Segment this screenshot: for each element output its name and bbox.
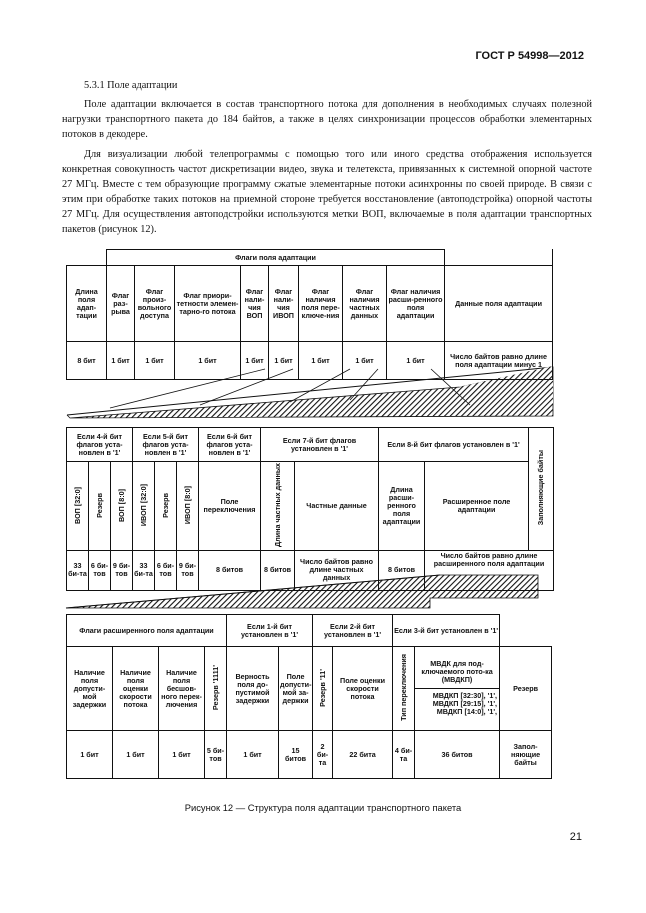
size-cell: Число байтов равно длине частных данных <box>295 550 379 590</box>
header-cell: Резерв '1111' <box>210 664 220 711</box>
size-cell: 4 би-та <box>393 731 415 779</box>
figure-caption: Рисунок 12 — Структура поля адаптации транспортного пакета <box>184 802 462 813</box>
size-cell: 1 бит <box>175 342 241 380</box>
group-header: Если 2-й бит установлен в '1' <box>313 615 393 647</box>
size-cell: 2 би-та <box>313 731 333 779</box>
group-header: Если 3-й бит установлен в '1' <box>393 615 500 647</box>
size-cell: 1 бит <box>343 342 387 380</box>
mvdk-line: МВДКП [14:0], '1', <box>436 707 498 716</box>
header-cell: Флаг произ-вольного доступа <box>135 266 175 342</box>
header-cell: ВОП [8:0] <box>116 488 126 522</box>
size-cell: 9 би-тов <box>177 550 199 590</box>
header-cell: Резерв <box>94 492 104 518</box>
header-cell: Поле допусти-мой за-держки <box>279 647 313 731</box>
size-cell: 9 би-тов <box>111 550 133 590</box>
header-cell: Верность поля до-пустимой задержки <box>227 647 279 731</box>
group-header: Флаги расширенного поля адаптации <box>67 615 227 647</box>
header-cell: Резерв <box>500 647 552 731</box>
size-cell: 33 би-та <box>133 550 155 590</box>
header-cell: Тип переключения <box>398 654 408 721</box>
size-cell: Число байтов равно длине поля адаптации минус 1 <box>445 342 553 380</box>
size-cell: 8 бит <box>67 342 107 380</box>
size-cell: 33 би-та <box>67 550 89 590</box>
size-cell: 6 би-тов <box>89 550 111 590</box>
size-cell: 1 бит <box>387 342 445 380</box>
header-cell: МВДК для под-ключаемого пото-ка (МВДКП) <box>415 658 499 689</box>
table-extended-adaptation-field <box>66 614 552 779</box>
size-cell: 8 битов <box>261 550 295 590</box>
header-cell: Флаг приори-тетности элемен-тарно-го потока <box>175 266 241 342</box>
size-cell: 1 бит <box>107 342 135 380</box>
paragraph-1: Поле адаптации включается в состав транспортного потока для дополнения в необходимых случаях полезной нагрузки транспортного пакета до 184 байтов, а также в целях синхронизации процессов обработки элементарных потоков в декодере. <box>62 99 592 140</box>
size-cell: 1 бит <box>241 342 269 380</box>
header-cell: Длина расши-ренного поля адаптации <box>379 462 425 551</box>
header-cell: Длина поля адап-тации <box>67 266 107 342</box>
header-cell: ВОП [32:0] <box>72 486 82 524</box>
header-cell: Данные поля адаптации <box>445 266 553 342</box>
flags-group-title: Флаги поля адаптации <box>107 250 445 266</box>
header-cell: Наличие поля оценки скорости потока <box>113 647 159 731</box>
header-cell: Расширенное поле адаптации <box>425 462 529 551</box>
size-cell: 8 битов <box>379 550 425 590</box>
group-header: Если 4-й бит флагов уста-новлен в '1' <box>67 428 133 462</box>
size-cell: 6 би-тов <box>155 550 177 590</box>
page-number: 21 <box>569 831 582 843</box>
header-cell: Флаг наличия расши-ренного поля адаптации <box>387 266 445 342</box>
header-cell: ИВОП [32:0] <box>138 483 148 527</box>
header-cell: Флаг наличия частных данных <box>343 266 387 342</box>
size-cell: 22 бита <box>333 731 393 779</box>
header-cell: Резерв '11' <box>317 668 327 707</box>
mvdk-line: МВДКП [29:15], '1', <box>432 699 498 708</box>
table-optional-fields <box>66 427 554 591</box>
size-cell: 8 битов <box>199 550 261 590</box>
header-cell: Флаг нали-чия ВОП <box>241 266 269 342</box>
header-cell: Поле оценки скорости потока <box>333 647 393 731</box>
size-cell: 1 бит <box>113 731 159 779</box>
size-cell: 36 битов <box>415 731 500 779</box>
group-header: Заполняющие байты <box>536 450 546 526</box>
size-cell: Число байтов равно длине расширенного поля адаптации <box>425 550 554 590</box>
size-cell: 1 бит <box>269 342 299 380</box>
group-header: Если 1-й бит установлен в '1' <box>227 615 313 647</box>
size-cell: 1 бит <box>299 342 343 380</box>
document-standard-number: ГОСТ Р 54998—2012 <box>475 50 584 62</box>
section-title: 5.3.1 Поле адаптации <box>84 80 178 91</box>
size-cell: 1 бит <box>227 731 279 779</box>
header-cell: Поле переключения <box>199 462 261 551</box>
size-cell: 1 бит <box>159 731 205 779</box>
header-cell: Наличие поля допусти-мой задержки <box>67 647 113 731</box>
size-cell: Запол-няющие байты <box>500 731 552 779</box>
header-cell: Флаг наличия поля пере-ключе-ния <box>299 266 343 342</box>
size-cell: 5 би-тов <box>205 731 227 779</box>
group-header: Если 5-й бит флагов уста-новлен в '1' <box>133 428 199 462</box>
paragraph-2: Для визуализации любой телепрограммы с помощью того или иного средства отображения используется конкретная совокупность частот дискретизации видео, звука и телетекста, привязанных к системной опорной частоте 27 МГц. Вместе с тем образующие программу сжатые элементарные потоки асинхронны по своей природе. В связи с этим при обработке таких потоков на приемной стороне требуется восстановление (автоподстройка) опорной частоты 27 МГц. Для осуществления автоподстройки используются метки ВОП, включаемые в поля адаптации транспортных пакетов (рисунок 12). <box>62 149 592 235</box>
size-cell: 1 бит <box>135 342 175 380</box>
group-header: Если 7-й бит флагов установлен в '1' <box>261 428 379 462</box>
group-header: Если 8-й бит флагов установлен в '1' <box>379 428 529 462</box>
header-cell: ИВОП [8:0] <box>182 485 192 525</box>
header-cell: Флаг нали-чия ИВОП <box>269 266 299 342</box>
header-cell: Флаг раз-рыва <box>107 266 135 342</box>
header-cell: Длина частных данных <box>272 463 282 547</box>
table-adaptation-field <box>66 249 553 380</box>
header-cell: Частные данные <box>295 462 379 551</box>
header-cell: Резерв <box>160 492 170 518</box>
group-header: Если 6-й бит флагов уста-новлен в '1' <box>199 428 261 462</box>
mvdk-line: МВДКП [32:30], '1', <box>432 691 498 700</box>
header-cell: Наличие поля бесшов-ного перек-лючения <box>159 647 205 731</box>
size-cell: 1 бит <box>67 731 113 779</box>
size-cell: 15 битов <box>279 731 313 779</box>
